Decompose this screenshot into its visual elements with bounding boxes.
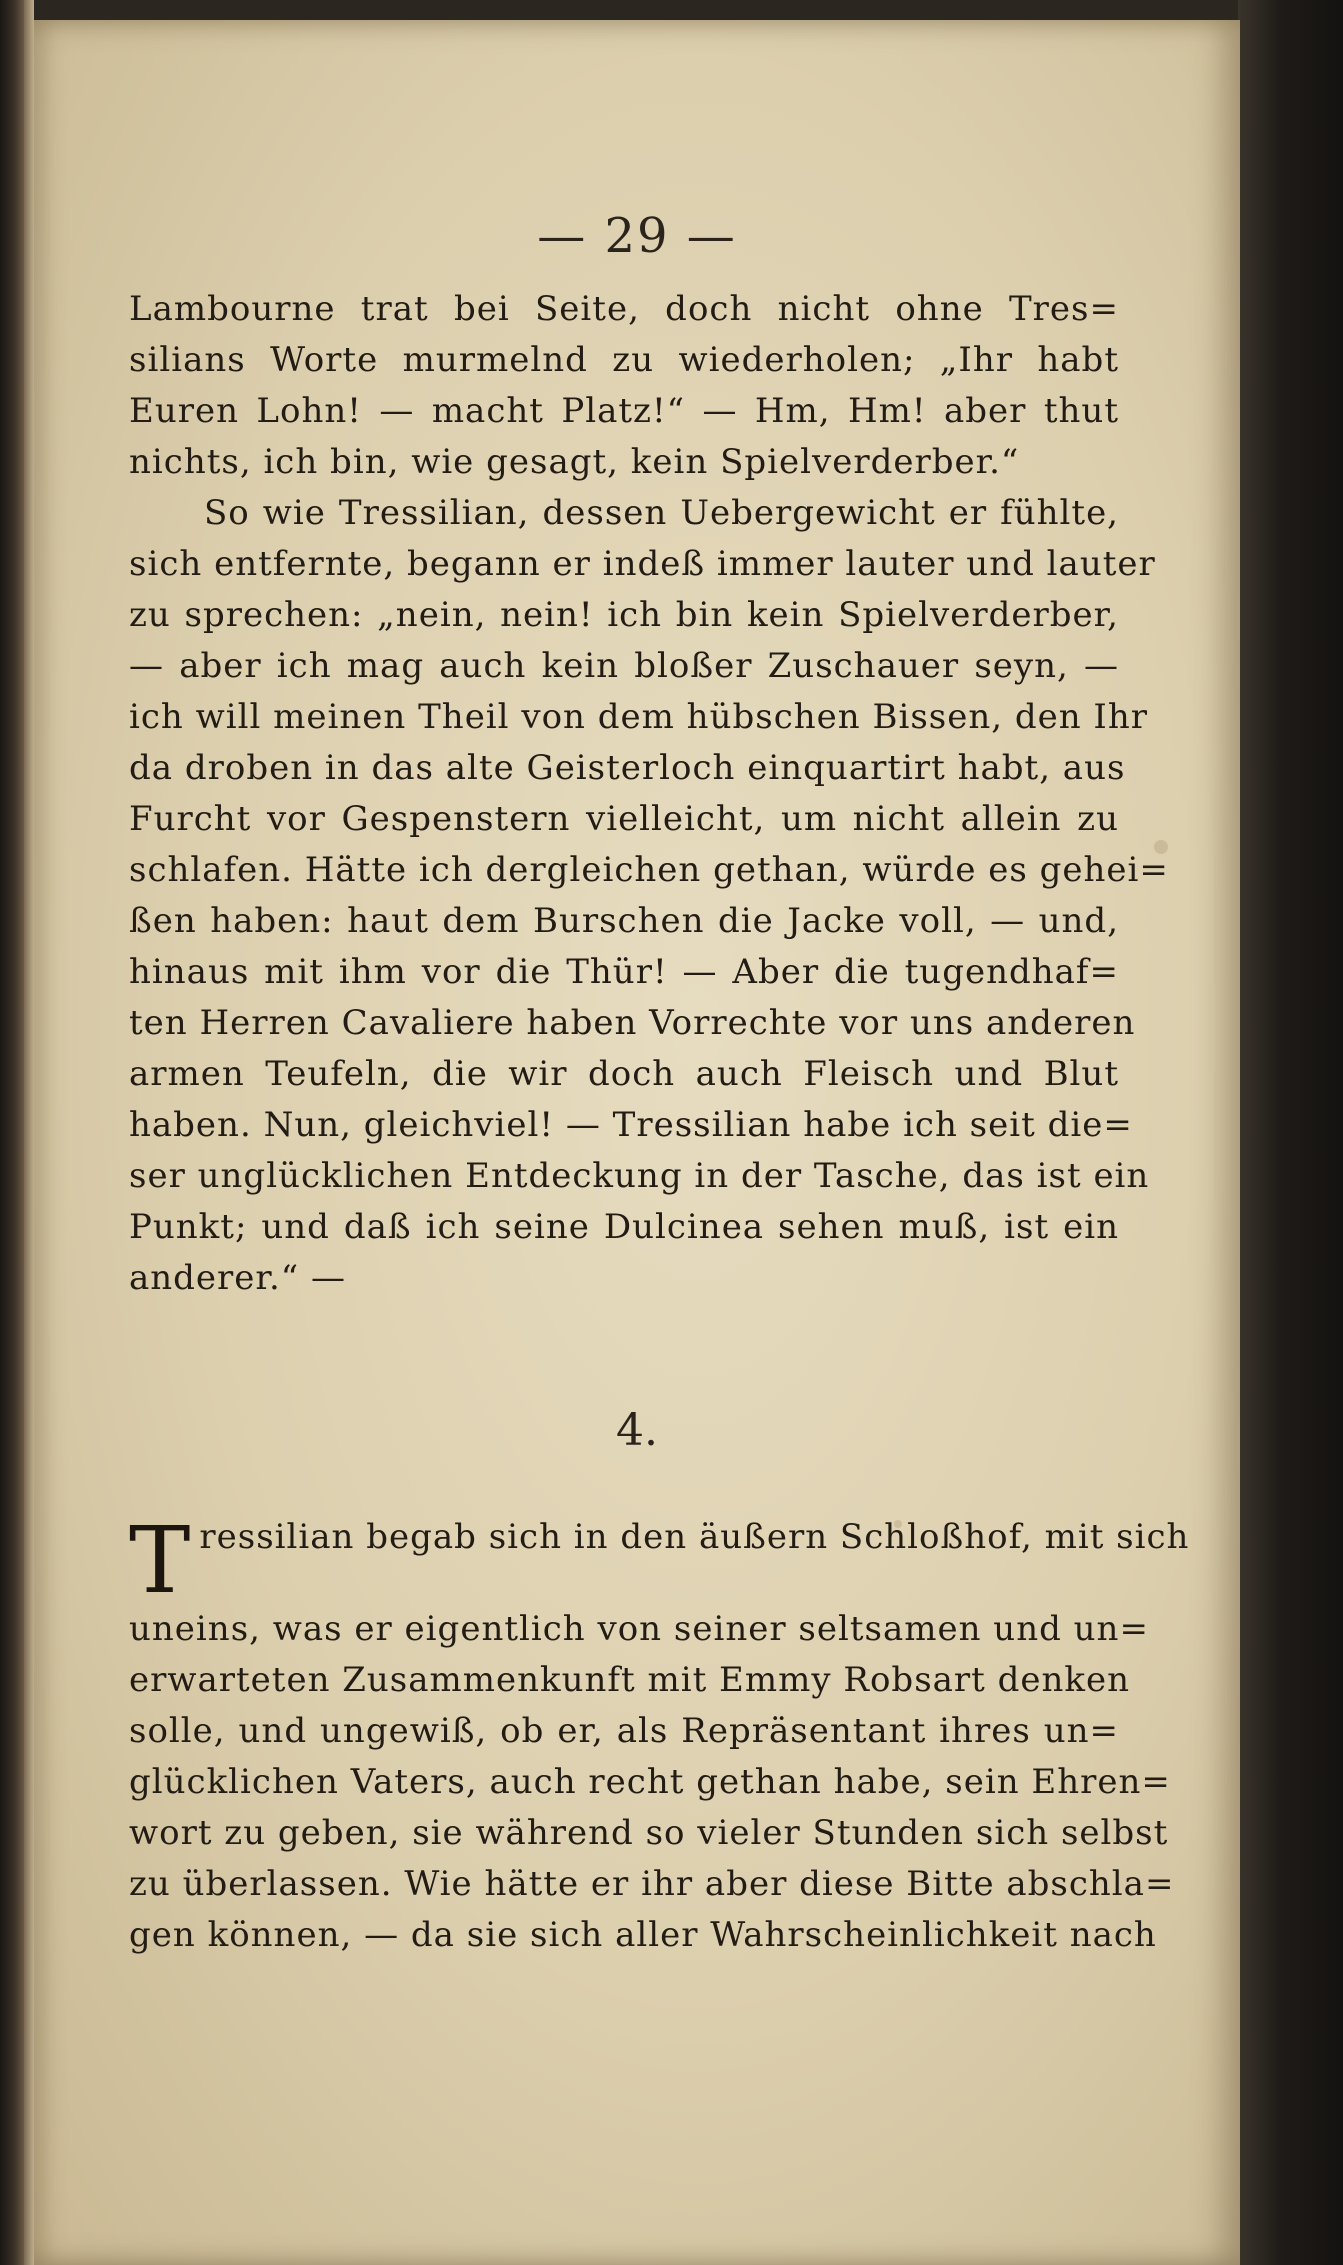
text-line: ßen haben: haut dem Burschen die Jacke voll, — und, — [129, 901, 1119, 941]
text-line: schlafen. Hätte ich dergleichen gethan, würde es gehei= — [129, 850, 1169, 890]
text-line: Furcht vor Gespenstern vielleicht, um nicht allein zu — [129, 799, 1119, 839]
text-line: ressilian begab sich in den äußern Schloßhof, mit sich — [199, 1517, 1190, 1557]
text-line: gen können, — da sie sich aller Wahrscheinlichkeit nach — [129, 1915, 1157, 1955]
text-line: armen Teufeln, die wir doch auch Fleisch und Blut — [129, 1054, 1119, 1094]
book-left-edge — [0, 0, 24, 2265]
book-page — [34, 20, 1240, 2265]
text-line: — aber ich mag auch kein bloßer Zuschauer seyn, — — [129, 646, 1119, 686]
text-line: ich will meinen Theil von dem hübschen Bissen, den Ihr — [129, 697, 1149, 737]
text-line: ten Herren Cavaliere haben Vorrechte vor uns anderen — [129, 1003, 1136, 1043]
book-cover-edge — [1238, 0, 1343, 2265]
text-line: wort zu geben, sie während so vieler Stunden sich selbst — [129, 1813, 1169, 1853]
text-line: Euren Lohn! — macht Platz!“ — Hm, Hm! aber thut — [129, 391, 1119, 431]
text-line: hinaus mit ihm vor die Thür! — Aber die tugendhaf= — [129, 952, 1119, 992]
text-line: da droben in das alte Geisterloch einquartirt habt, aus — [129, 748, 1126, 788]
text-line: ser unglücklichen Entdeckung in der Tasche, das ist ein — [129, 1156, 1150, 1196]
text-line: uneins, was er eigentlich von seiner seltsamen und un= — [129, 1609, 1149, 1649]
text-line: glücklichen Vaters, auch recht gethan habe, sein Ehren= — [129, 1762, 1171, 1802]
text-line: silians Worte murmelnd zu wiederholen; „Ihr habt — [129, 340, 1119, 380]
text-line: erwarteten Zusammenkunft mit Emmy Robsart denken — [129, 1660, 1131, 1700]
text-line: zu überlassen. Wie hätte er ihr aber diese Bitte abschla= — [129, 1864, 1175, 1904]
body-text-top — [129, 284, 1169, 1304]
text-line: anderer.“ — — [129, 1258, 346, 1298]
text-line: solle, und ungewiß, ob er, als Repräsentant ihres un= — [129, 1711, 1119, 1751]
chapter-number: 4. — [616, 1405, 658, 1456]
text-line: Lambourne trat bei Seite, doch nicht ohne Tres= — [129, 289, 1119, 329]
text-line: So wie Tressilian, dessen Uebergewicht er fühlte, — [204, 493, 1119, 533]
text-line: nichts, ich bin, wie gesagt, kein Spielverderber.“ — [129, 442, 1020, 482]
text-line: sich entfernte, begann er indeß immer lauter und lauter — [129, 544, 1156, 584]
page-number: — 29 — — [537, 208, 737, 264]
text-line: Punkt; und daß ich seine Dulcinea sehen muß, ist ein — [129, 1207, 1119, 1247]
text-line: haben. Nun, gleichviel! — Tressilian habe ich seit die= — [129, 1105, 1133, 1145]
body-text-chapter — [129, 1507, 1190, 1961]
text-line: zu sprechen: „nein, nein! ich bin kein Spielverderber, — [129, 595, 1119, 635]
drop-initial: T — [129, 1507, 192, 1614]
book-binding — [24, 0, 34, 2265]
